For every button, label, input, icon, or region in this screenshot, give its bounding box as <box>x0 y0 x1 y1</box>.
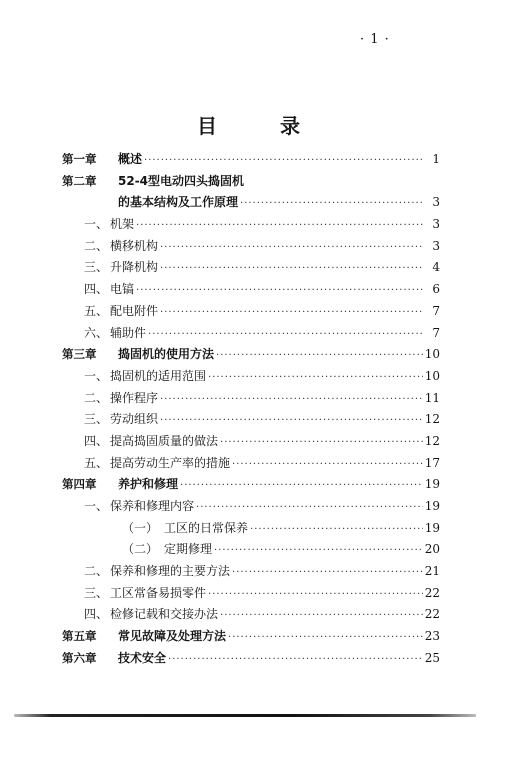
toc-entry-label: 第三章 <box>62 347 97 362</box>
toc-entry <box>62 215 440 237</box>
dot-leader <box>232 459 423 470</box>
toc-entry-title: 配电附件 <box>110 303 159 318</box>
toc-entry-label: 四、 <box>83 282 108 297</box>
toc-entry <box>62 280 440 302</box>
toc-entry-page: 3 <box>432 195 440 210</box>
toc-entry-label: 二、 <box>83 390 108 405</box>
toc-entry <box>62 454 440 476</box>
toc-entry-page: 25 <box>424 650 440 665</box>
toc-entry-title: 机架 <box>110 217 135 232</box>
toc-entry-title: 操作程序 <box>110 390 159 405</box>
toc-entry-label: 六、 <box>83 325 108 340</box>
toc-entry <box>62 172 440 194</box>
toc-entry-label: （一） <box>122 520 159 535</box>
dot-leader <box>168 654 423 665</box>
dot-leader <box>160 394 423 405</box>
toc-entry-label: 五、 <box>83 303 108 318</box>
toc-entry-label: 一、 <box>83 368 108 383</box>
toc-entry <box>62 302 440 324</box>
toc-entry <box>62 475 440 497</box>
toc-entry-page: 19 <box>424 499 440 513</box>
toc-entry <box>62 193 440 215</box>
toc-entry-label: 一、 <box>83 499 108 513</box>
toc-entry-page: 17 <box>424 455 440 470</box>
toc-entry-page: 22 <box>424 585 440 600</box>
table-of-contents <box>62 150 440 671</box>
dot-leader <box>196 502 423 513</box>
toc-entry-label: 第一章 <box>62 152 97 166</box>
toc-entry-title: 劳动组织 <box>110 412 159 427</box>
toc-entry-title: 养护和修理 <box>118 477 179 492</box>
toc-entry-page: 4 <box>432 260 440 275</box>
dot-leader <box>208 589 423 600</box>
toc-entry <box>62 367 440 389</box>
toc-entry-page: 6 <box>432 282 440 297</box>
toc-entry-page: 19 <box>424 477 440 492</box>
dot-leader <box>160 415 423 426</box>
toc-entry-title: 横移机构 <box>110 238 159 253</box>
toc-entry <box>62 562 440 584</box>
dot-leader <box>228 632 423 643</box>
toc-entry-title: 定期修理 <box>164 542 213 557</box>
dot-leader <box>240 198 424 209</box>
toc-entry-title: 捣固机的适用范围 <box>110 368 207 383</box>
toc-entry-label: 第二章 <box>62 173 97 188</box>
toc-entry <box>62 237 440 259</box>
toc-entry-label: 第五章 <box>62 629 97 644</box>
toc-entry <box>62 389 440 411</box>
toc-entry-page: 7 <box>432 325 440 340</box>
dot-leader <box>160 307 424 318</box>
toc-entry-page: 19 <box>424 520 440 535</box>
toc-entry-page: 7 <box>432 303 440 318</box>
toc-entry <box>62 519 440 541</box>
toc-entry-title: 捣固机的使用方法 <box>118 347 215 362</box>
toc-entry <box>62 324 440 346</box>
toc-entry-label: 三、 <box>83 260 108 275</box>
toc-entry-page: 12 <box>424 433 440 448</box>
dot-leader <box>136 220 424 231</box>
dot-leader <box>136 285 424 296</box>
toc-entry-page: 20 <box>424 542 440 557</box>
toc-entry-label: 五、 <box>83 455 108 470</box>
toc-entry <box>62 627 440 649</box>
toc-entry-label: （二） <box>122 542 159 557</box>
toc-entry-page: 23 <box>424 629 440 644</box>
toc-entry-label: 一、 <box>83 217 108 232</box>
dot-leader <box>144 155 424 166</box>
dot-leader <box>208 372 423 383</box>
dot-leader <box>250 524 423 535</box>
toc-entry-title: 工区的日常保养 <box>164 520 249 535</box>
toc-entry <box>62 605 440 627</box>
toc-entry-title: 技术安全 <box>118 650 167 665</box>
toc-entry-title: 电镐 <box>110 282 135 297</box>
dot-leader <box>160 242 424 253</box>
toc-entry <box>62 649 440 671</box>
toc-entry-label: 四、 <box>83 433 108 448</box>
toc-entry-page: 3 <box>432 238 440 253</box>
toc-entry <box>62 432 440 454</box>
bottom-rule <box>14 714 476 717</box>
toc-entry-title: 升降机构 <box>110 260 159 275</box>
dot-leader <box>216 350 423 361</box>
toc-entry-label: 第四章 <box>62 477 97 492</box>
toc-entry-title: 提高劳动生产率的措施 <box>110 455 231 470</box>
toc-entry-title: 常见故障及处理方法 <box>118 629 227 644</box>
toc-entry-label: 三、 <box>83 412 108 427</box>
toc-entry-page: 10 <box>424 347 440 362</box>
dot-leader <box>214 545 423 556</box>
toc-entry-title: 提高捣固质量的做法 <box>110 433 219 448</box>
dot-leader <box>148 329 424 340</box>
toc-entry-page: 12 <box>424 412 440 427</box>
toc-entry-title: 概述 <box>118 152 143 166</box>
toc-entry-label: 四、 <box>83 607 108 622</box>
toc-entry-page: 1 <box>432 152 440 166</box>
toc-entry-page: 21 <box>424 564 440 579</box>
dot-leader <box>220 610 423 621</box>
toc-entry-label: 二、 <box>83 564 108 579</box>
dot-leader <box>232 567 423 578</box>
toc-entry <box>62 150 440 172</box>
toc-entry <box>62 540 440 562</box>
toc-entry-page: 3 <box>432 217 440 232</box>
toc-entry-title: 保养和修理内容 <box>110 499 195 513</box>
toc-entry-page: 10 <box>424 368 440 383</box>
page-title: 目 录 <box>197 114 328 138</box>
toc-entry-page: 11 <box>424 390 440 405</box>
toc-entry <box>62 584 440 606</box>
toc-entry-title: 辅助件 <box>110 325 147 340</box>
toc-entry-title: 的基本结构及工作原理 <box>118 195 239 210</box>
toc-entry-page: 22 <box>424 607 440 622</box>
dot-leader <box>220 437 423 448</box>
toc-entry <box>62 497 440 519</box>
toc-entry-label: 二、 <box>83 238 108 253</box>
toc-entry-title: 工区常备易损零件 <box>110 585 207 600</box>
toc-entry-label: 三、 <box>83 585 108 600</box>
toc-entry-label: 第六章 <box>62 650 97 665</box>
dot-leader <box>160 263 424 274</box>
toc-entry-title: 52-4型电动四头捣固机 <box>118 173 245 188</box>
toc-entry <box>62 345 440 367</box>
toc-entry <box>62 410 440 432</box>
page-number: · 1 · <box>360 32 390 47</box>
toc-entry-title: 检修记载和交接办法 <box>110 607 219 622</box>
toc-entry-title: 保养和修理的主要方法 <box>110 564 231 579</box>
dot-leader <box>180 480 423 491</box>
toc-entry <box>62 258 440 280</box>
